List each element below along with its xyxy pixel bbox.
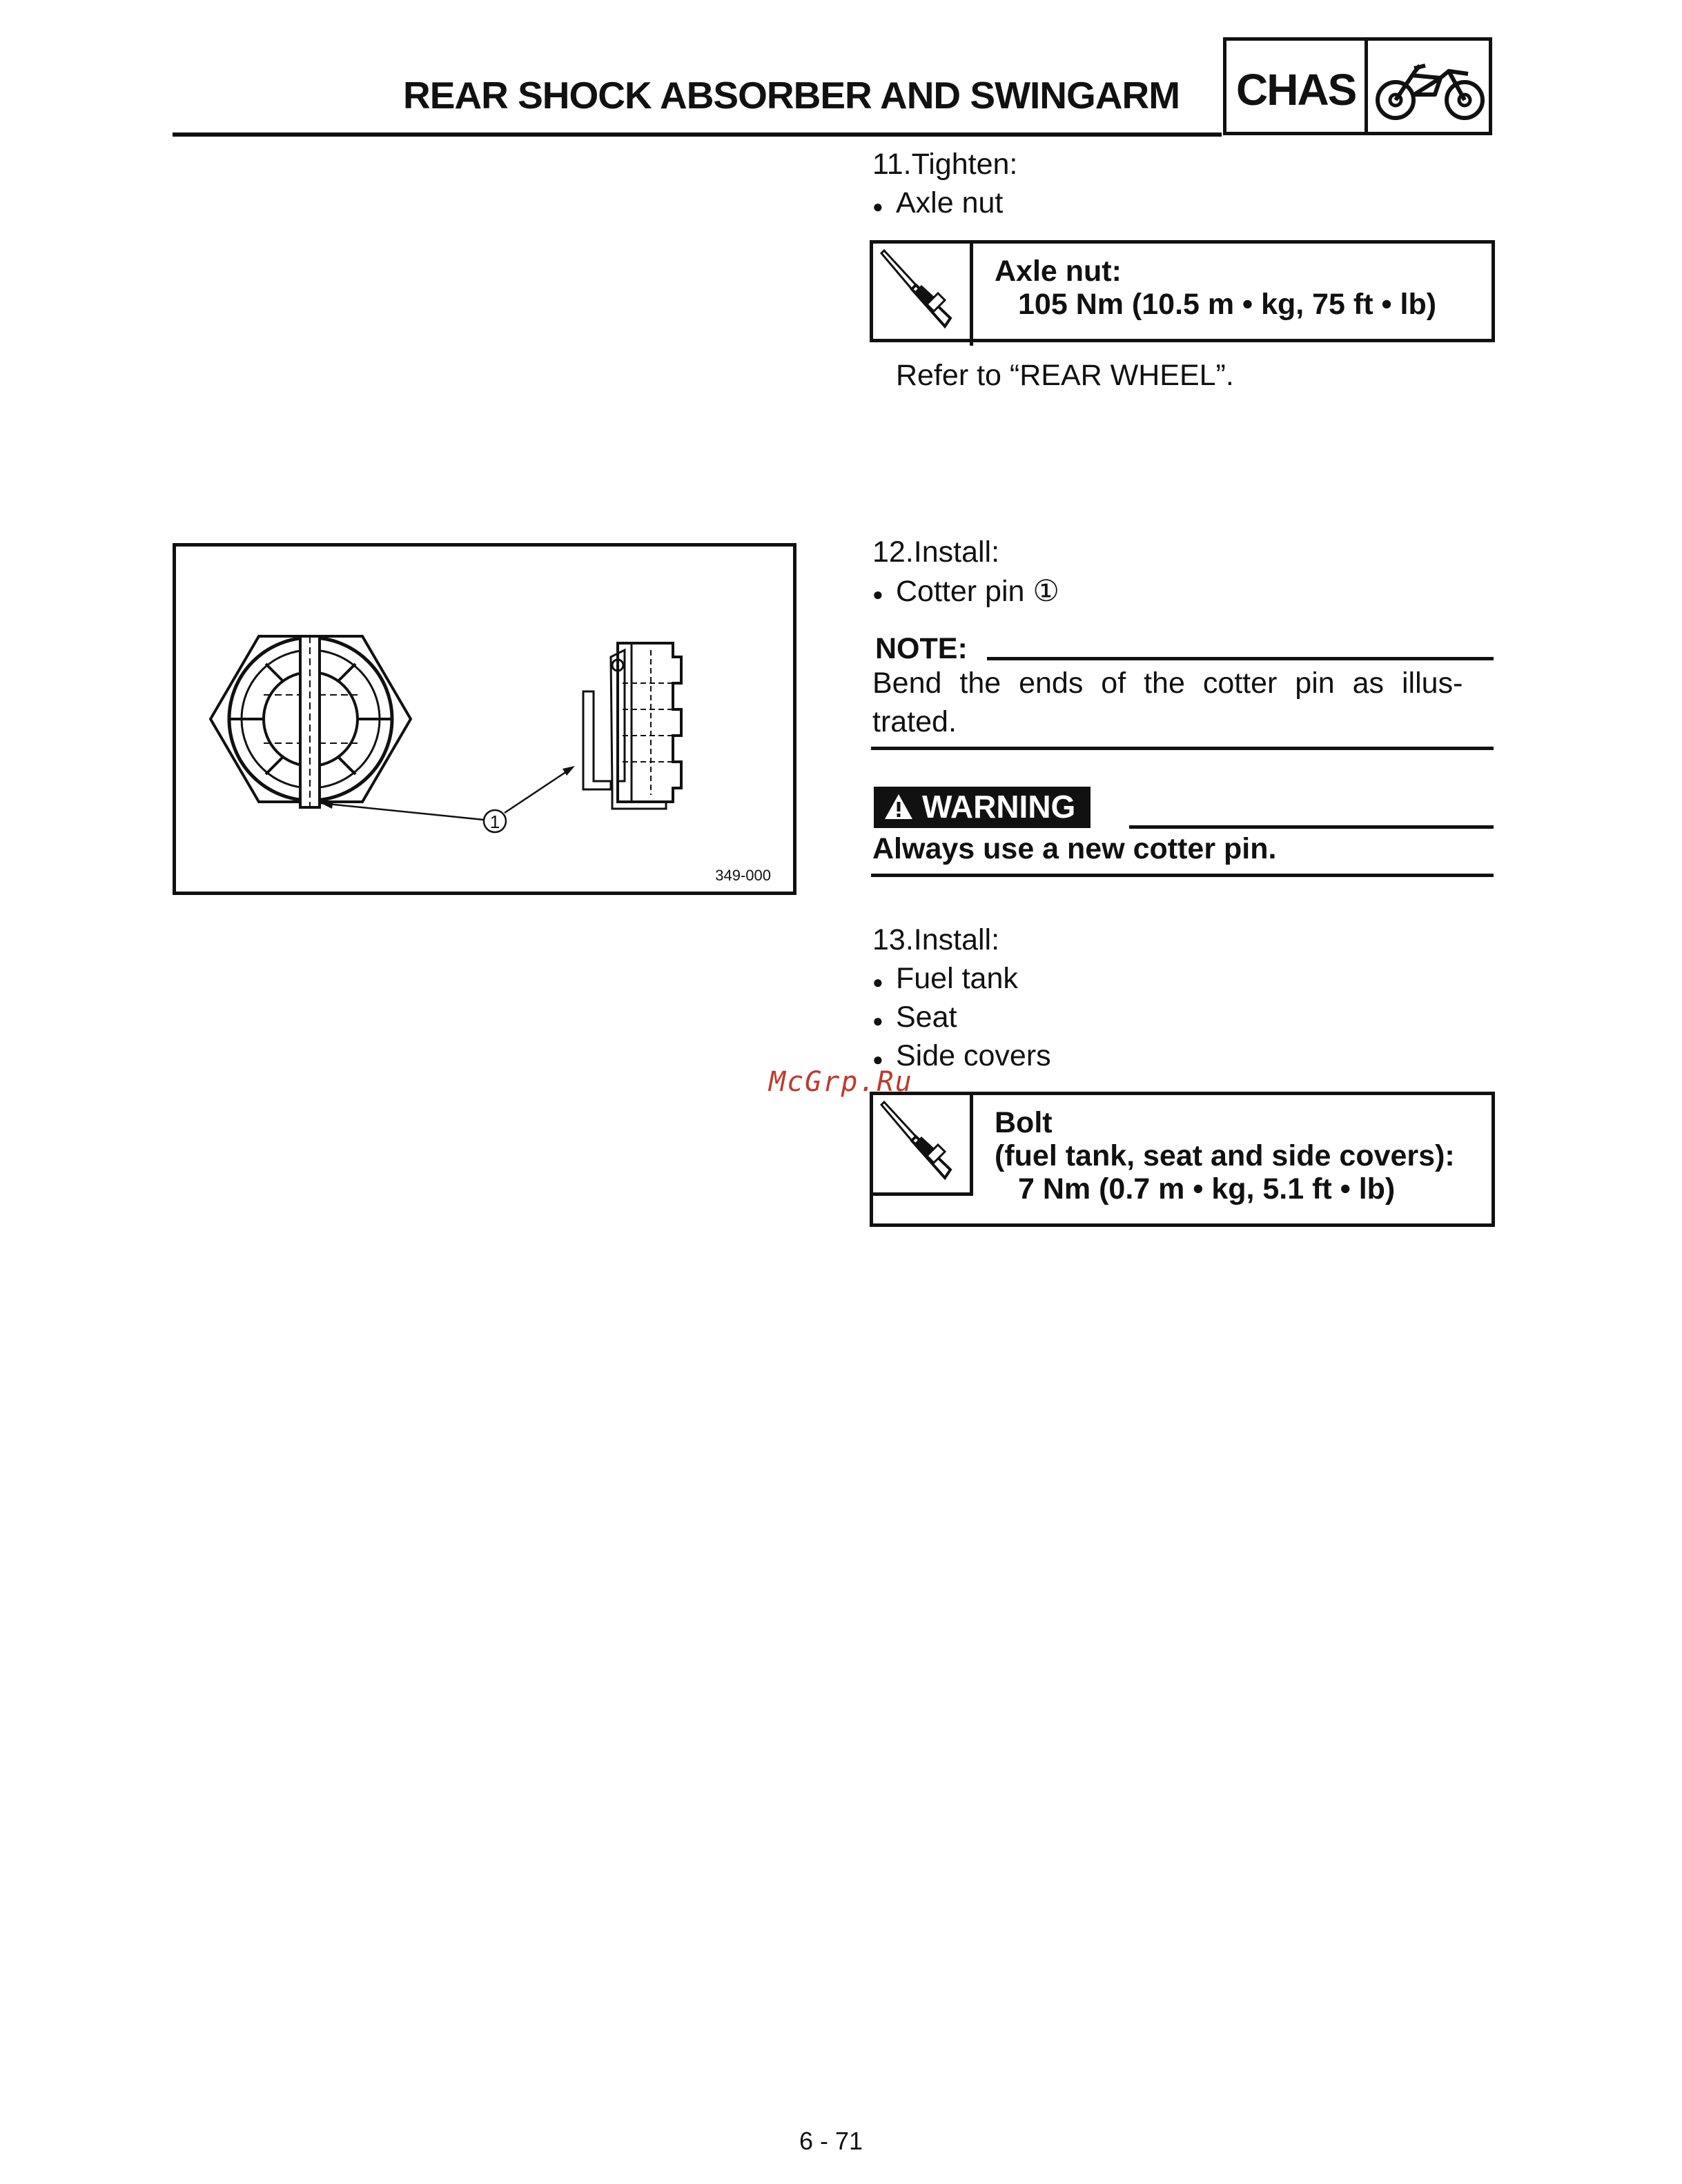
note-label: NOTE: (875, 632, 968, 665)
warning-badge (874, 787, 1091, 828)
step-12-bullet (896, 574, 1059, 609)
step-13-bullet-seat: ● Seat (896, 1001, 957, 1034)
figure-code: 349-000 (715, 867, 771, 884)
step-11-heading: 11.Tighten: (872, 148, 1018, 181)
step-12-bullet-marker: ① (1033, 575, 1059, 608)
torque-spec-bolt (870, 1092, 1495, 1227)
section-tab (1223, 37, 1492, 135)
note-bottom-rule (871, 747, 1494, 750)
spec-label: Bolt (995, 1106, 1053, 1139)
step-13-bullet-fuel-tank: ● Fuel tank (896, 962, 1018, 996)
warning-rule (1129, 825, 1494, 829)
step-12-heading: 12.Install: (872, 535, 1000, 569)
spec-value: 7 Nm (0.7 m • kg, 5.1 ft • lb) (1018, 1172, 1396, 1206)
spec-icon-cell (873, 1095, 973, 1196)
spec-icon-cell (873, 244, 973, 346)
step-12-bullet-text: Cotter pin (896, 575, 1025, 608)
warning-label: WARNING (922, 789, 1076, 825)
section-tab-divider (1365, 41, 1368, 132)
warning-triangle-icon (883, 793, 914, 820)
header-rule (173, 132, 1222, 137)
step-13-bullet-side-covers: ● Side covers (896, 1039, 1051, 1073)
section-label: CHAS (1236, 65, 1356, 115)
warning-bottom-rule (871, 874, 1494, 877)
watermark: McGrp.Ru (769, 1066, 913, 1098)
spec-subject: (fuel tank, seat and side covers): (995, 1139, 1455, 1172)
note-rule (987, 657, 1494, 660)
page-number: 6 - 71 (799, 2127, 863, 2155)
torque-wrench-icon (873, 1095, 970, 1192)
spec-value: 105 Nm (10.5 m • kg, 75 ft • lb) (1018, 288, 1437, 321)
motorcycle-icon (1371, 50, 1489, 126)
torque-spec-axle-nut (870, 240, 1495, 342)
spec-label: Axle nut: (995, 255, 1122, 288)
step-11-bullet: ● Axle nut (896, 186, 1003, 220)
torque-wrench-icon (873, 244, 970, 340)
cotter-pin-figure (173, 543, 796, 895)
figure-callout-1: 1 (489, 811, 500, 832)
refer-text: Refer to “REAR WHEEL”. (896, 359, 1234, 392)
note-line-1: Bend the ends of the cotter pin as illus- (872, 667, 1463, 700)
note-line-2: trated. (872, 705, 957, 738)
cotter-pin-diagram (176, 547, 793, 892)
page-title: REAR SHOCK ABSORBER AND SWINGARM (403, 74, 1180, 117)
warning-text: Always use a new cotter pin. (872, 832, 1277, 865)
step-13-heading: 13.Install: (872, 923, 1000, 956)
